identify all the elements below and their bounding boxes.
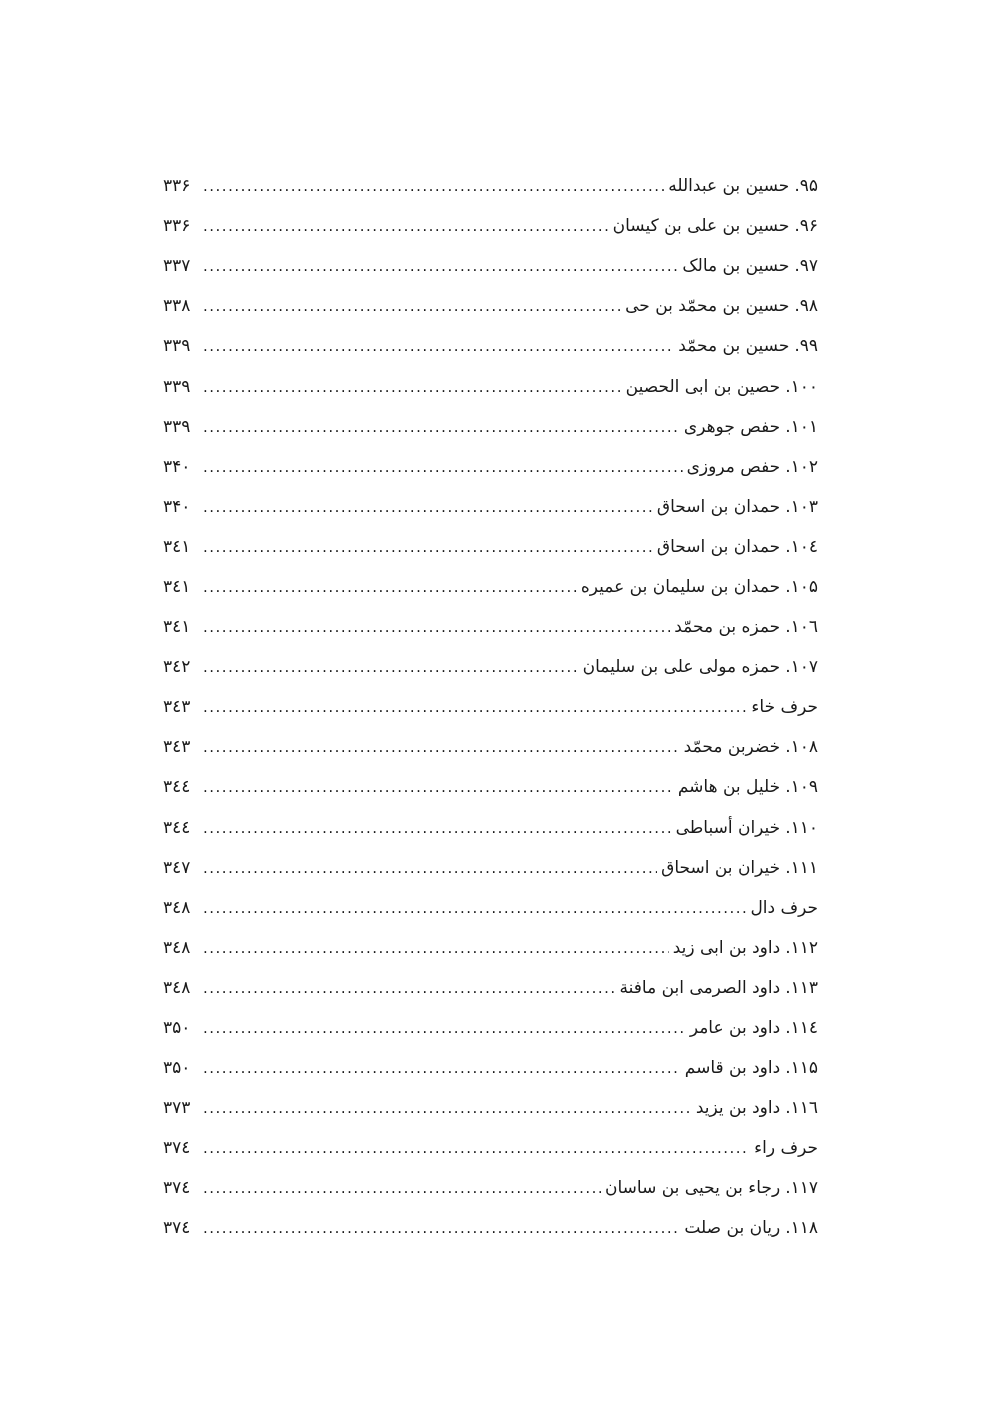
page-number: ۳۴۰	[163, 456, 191, 477]
entry-title: حمزه بن محمّد	[674, 617, 781, 638]
toc-entry[interactable]	[163, 1008, 818, 1048]
dot-leader	[203, 928, 669, 968]
dot-leader	[203, 767, 674, 807]
toc-entry[interactable]	[163, 447, 818, 487]
toc-section-heading[interactable]	[163, 1128, 818, 1168]
dot-leader	[203, 407, 680, 447]
page-number: ۳۳۹	[163, 376, 191, 397]
entry-number: ۹۸.	[794, 296, 818, 317]
page-number: ۳۴۰	[163, 496, 191, 517]
page-number: ۳٤۸	[163, 937, 191, 958]
page-number: ۳۳۶	[163, 176, 191, 197]
toc-entry[interactable]	[163, 166, 818, 206]
dot-leader	[203, 326, 674, 366]
toc-entry[interactable]	[163, 246, 818, 286]
page-number: ۳٤۸	[163, 977, 191, 998]
entry-title: داود بن یزید	[695, 1098, 781, 1119]
entry-title: خلیل بن هاشم	[677, 777, 781, 798]
toc-entry[interactable]	[163, 286, 818, 326]
dot-leader	[203, 246, 678, 286]
dot-leader	[203, 567, 577, 607]
entry-title: حسین بن علی بن کیسان	[612, 216, 790, 237]
entry-title: حمزه مولی علی بن سلیمان	[582, 657, 781, 678]
dot-leader	[203, 367, 622, 407]
entry-title: حفص مروزی	[686, 456, 781, 477]
entry-number: ۹۵.	[794, 176, 818, 197]
entry-number: ۱۰۰.	[785, 376, 818, 397]
page-number: ۳٤۱	[163, 536, 191, 557]
entry-title: خیران بن اسحاق	[661, 857, 781, 878]
entry-title: خیران أسباطی	[675, 817, 781, 838]
page-number: ۳۷۳	[163, 1098, 191, 1119]
toc-entry[interactable]	[163, 727, 818, 767]
toc-entry[interactable]	[163, 808, 818, 848]
entry-title: خضربن محمّد	[683, 737, 781, 758]
page-number: ۳٤۳	[163, 697, 191, 718]
dot-leader	[203, 1208, 680, 1248]
entry-number: ۹۷.	[794, 256, 818, 277]
entry-number: ۱۰٦.	[785, 617, 818, 638]
toc-entry[interactable]	[163, 848, 818, 888]
dot-leader	[203, 1128, 750, 1168]
dot-leader	[203, 727, 680, 767]
dot-leader	[203, 447, 683, 487]
entry-number: ۱۰۵.	[785, 576, 818, 597]
entry-number: ۹۶.	[794, 216, 818, 237]
dot-leader	[203, 968, 616, 1008]
entry-title: حفص جوهری	[683, 416, 781, 437]
toc-entry[interactable]	[163, 326, 818, 366]
entry-title: داود بن ابی زید	[672, 937, 781, 958]
entry-title: حسین بن عبدالله	[668, 176, 790, 197]
page-number: ۳۳۷	[163, 256, 191, 277]
section-title: حرف دال	[750, 897, 818, 918]
dot-leader	[203, 647, 579, 687]
entry-number: ۱۱۱.	[785, 857, 818, 878]
dot-leader	[203, 808, 672, 848]
entry-number: ۱۱٦.	[785, 1098, 818, 1119]
entry-number: ۱۱۳.	[785, 977, 818, 998]
entry-title: داود الصرمی ابن مافنة	[619, 977, 781, 998]
page-number: ۳۳۹	[163, 336, 191, 357]
section-title: حرف خاء	[751, 697, 818, 718]
dot-leader	[203, 1048, 681, 1088]
page-number: ۳٤۸	[163, 897, 191, 918]
toc-entry[interactable]	[163, 1208, 818, 1248]
toc-entry[interactable]	[163, 407, 818, 447]
entry-number: ۱۰۸.	[785, 737, 818, 758]
entry-number: ۱۰۳.	[785, 496, 818, 517]
page-number: ۳٤۱	[163, 576, 191, 597]
page-number: ۳۳۹	[163, 416, 191, 437]
dot-leader	[203, 888, 746, 928]
toc-section-heading[interactable]	[163, 687, 818, 727]
entry-title: حسین بن مالک	[682, 256, 790, 277]
toc-entry[interactable]	[163, 767, 818, 807]
entry-number: ۱۱۸.	[785, 1218, 818, 1239]
entry-number: ۱۱۵.	[785, 1058, 818, 1079]
entry-title: داود بن عامر	[689, 1018, 781, 1039]
dot-leader	[203, 607, 670, 647]
entry-number: ۱۰۹.	[785, 777, 818, 798]
toc-entry[interactable]	[163, 968, 818, 1008]
page-number: ۳٤٤	[163, 777, 191, 798]
toc-section-heading[interactable]	[163, 888, 818, 928]
entry-number: ۱۰۲.	[785, 456, 818, 477]
toc-entry[interactable]	[163, 567, 818, 607]
entry-title: حمدان بن سلیمان بن عمیره	[580, 576, 781, 597]
entry-number: ۱۰٤.	[785, 536, 818, 557]
page-number: ۳٤۷	[163, 857, 191, 878]
entry-title: حسین بن محمّد بن حی	[625, 296, 790, 317]
dot-leader	[203, 848, 657, 888]
entry-title: حمدان بن اسحاق	[656, 536, 781, 557]
entry-number: ۱۰۱.	[785, 416, 818, 437]
entry-number: ۹۹.	[794, 336, 818, 357]
page-number: ۳٤٤	[163, 817, 191, 838]
page-number: ۳۳۸	[163, 296, 191, 317]
page-number: ۳٤۱	[163, 617, 191, 638]
dot-leader	[203, 687, 747, 727]
dot-leader	[203, 166, 664, 206]
toc-entry[interactable]	[163, 487, 818, 527]
toc-entry[interactable]	[163, 647, 818, 687]
entry-title: ریان بن صلت	[684, 1218, 781, 1239]
toc-entry[interactable]	[163, 607, 818, 647]
section-title: حرف راء	[754, 1138, 818, 1159]
entry-number: ۱۱۰.	[785, 817, 818, 838]
entry-number: ۱۰۷.	[785, 657, 818, 678]
page-number: ۳۵۰	[163, 1058, 191, 1079]
toc-entry[interactable]	[163, 928, 818, 968]
entry-number: ۱۱۷.	[785, 1178, 818, 1199]
page-number: ۳٤۳	[163, 737, 191, 758]
toc-entry[interactable]	[163, 206, 818, 246]
page-number: ۳٤۲	[163, 657, 191, 678]
entry-title: داود بن قاسم	[684, 1058, 781, 1079]
toc-entry[interactable]	[163, 1088, 818, 1128]
page-number: ۳۷٤	[163, 1218, 191, 1239]
table-of-contents	[163, 166, 818, 1249]
entry-title: حمدان بن اسحاق	[656, 496, 781, 517]
toc-entry[interactable]	[163, 1168, 818, 1208]
dot-leader	[203, 1168, 601, 1208]
toc-entry[interactable]	[163, 1048, 818, 1088]
dot-leader	[203, 286, 621, 326]
dot-leader	[203, 206, 609, 246]
dot-leader	[203, 1088, 692, 1128]
entry-number: ۱۱۲.	[785, 937, 818, 958]
toc-entry[interactable]	[163, 366, 818, 406]
page-number: ۳۵۰	[163, 1018, 191, 1039]
toc-entry[interactable]	[163, 527, 818, 567]
page-number: ۳۷٤	[163, 1138, 191, 1159]
page-number: ۳۳۶	[163, 216, 191, 237]
page-number: ۳۷٤	[163, 1178, 191, 1199]
dot-leader	[203, 1008, 686, 1048]
entry-title: حصین بن ابی الحصین	[625, 376, 781, 397]
entry-title: رجاء بن یحیی بن ساسان	[604, 1178, 781, 1199]
dot-leader	[203, 487, 653, 527]
entry-number: ۱۱٤.	[785, 1018, 818, 1039]
entry-title: حسین بن محمّد	[678, 336, 790, 357]
dot-leader	[203, 527, 653, 567]
